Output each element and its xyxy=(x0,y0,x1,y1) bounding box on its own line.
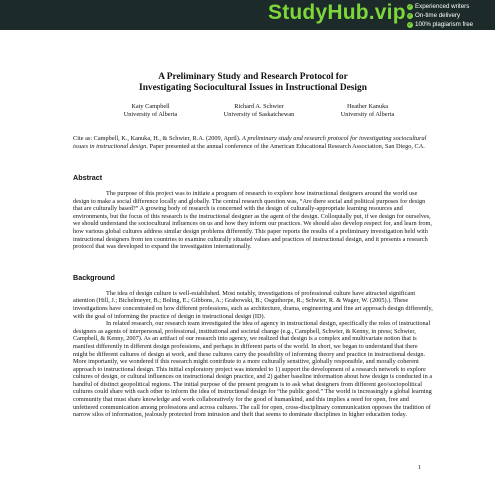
author-name: Heather Kanuka xyxy=(346,103,389,110)
title-line: A Preliminary Study and Research Protocol for xyxy=(158,72,348,82)
author-name: Richard A. Schwier xyxy=(234,103,284,110)
feature-list xyxy=(407,2,495,29)
author xyxy=(212,103,307,119)
check-icon: ✓ xyxy=(407,12,413,19)
background-paragraph: In related research, our research team investigated the idea of agency in instructional design, specifically the roles of instructional designers as agents of interpersonal, professional, institutional and societal change (e.g., Campbell, Schwier, & Kenny, in press; Schwier, Campbell, & Kenny, 2007). As an artifact of our research into agency, we realized that design is a complex and multivariate notion that is manifest differently in different design professions, and perhaps in different parts of the world. In short, we began to understand that there might be different cultures of design at work, and these cultures carry the possibility of informing theory and practice in instructional design. More importantly, we wondered if this research might contribute to a more culturally sensitive, globally responsible, and morally coherent approach to instructional design. This initial exploratory project was intended to 1) support the development of a research network to explore cultures of design, or cultural influences on instructional design practice, and 2) gather baseline information about how design is conducted in a handful of distinct geopolitical regions. The initial purpose of the present program is to ask what designers from different geo/sociopolitical cultures could share with each other to inform the idea of instructional design for “the public good.” The world is increasingly a global learning community that must share knowledge and work collaboratively for the good of humankind, and this implies a need for open, free and unfettered communication among professions and across cultures. The call for open, cross-disciplinary communication opposes the tradition of narrow silos of information, jealously protected from intrusion and theft that seems to dominate disciplines in higher education today. xyxy=(73,320,433,419)
paper-page xyxy=(73,38,433,419)
abstract-heading: Abstract xyxy=(73,173,103,182)
background-paragraph: The idea of design culture is well-established. Most notably, investigations of professional culture have attracted significant attention (Hill, J.; Bichelmeyer, B.; Boling, E.; Gibbons, A.; Grabowski, B.; Osguthorpe, R.; Schwier, R. & Wager, W. (2005).). These investigations have concentrated on how different professions, such as architecture, drama, engineering and fine art approach design differently, with the goal of informing the practice of design in instructional design (ID). xyxy=(73,289,433,320)
feature-label: 100% plagiarism free xyxy=(415,21,474,28)
background-heading: Background xyxy=(73,272,115,282)
abstract-text: The purpose of this project was to initiate a program of research to explore how instructional designers around the world use design to make a social difference locally and globally. The central research question was, “Are there social and political purposes for design that are culturally based?” A growing body of research is concerned with the design of culturally-appropriate learning resources and environments, but the focus of this research is the instructional designer as the agent of the design. Colloquially put, if we design for ourselves, we should understand the sociocultural influences on us and how they inform our practices. We should also develop respect for, and learn from, how various global cultures address similar design problems differently. This paper reports the results of a preliminary investigation held with instructional designers from ten countries to examine culturally situated values and practices of instructional design, and it presents a research protocol that was developed to expand the investigation internationally. xyxy=(73,190,432,251)
feature-item xyxy=(407,2,495,11)
author-affiliation: University of Alberta xyxy=(340,111,395,118)
paper-title xyxy=(73,72,433,94)
feature-item xyxy=(407,20,495,29)
author-affiliation: University of Alberta xyxy=(123,111,178,118)
check-icon: ✓ xyxy=(407,3,413,10)
citation-prefix: Cite as: Campbell, K., Kanuka, H., & Schwier, R.A. (2009, April). xyxy=(73,135,243,142)
check-icon: ✓ xyxy=(407,21,413,28)
citation xyxy=(73,135,433,151)
citation-title: A preliminary study and research protocol for investigating sociocultural issues in instructional design xyxy=(73,135,427,150)
title-line: Investigating Sociocultural Issues in Instructional Design xyxy=(139,83,367,93)
promo-banner[interactable] xyxy=(0,0,495,30)
author xyxy=(103,103,198,119)
page-number: 1 xyxy=(418,464,422,471)
author-name: Katy Campbell xyxy=(131,103,170,110)
author-list xyxy=(103,103,415,119)
author xyxy=(320,103,415,119)
feature-label: On-time delivery xyxy=(415,12,461,19)
citation-suffix: . Paper presented at the annual conference of the American Educational Research Association, San Diego, CA. xyxy=(146,143,425,150)
author-affiliation: University of Saskatchewan xyxy=(223,111,295,118)
feature-label: Experienced writers xyxy=(415,3,470,10)
brand-logo[interactable]: StudyHub.vip xyxy=(268,1,406,24)
feature-item xyxy=(407,11,495,20)
